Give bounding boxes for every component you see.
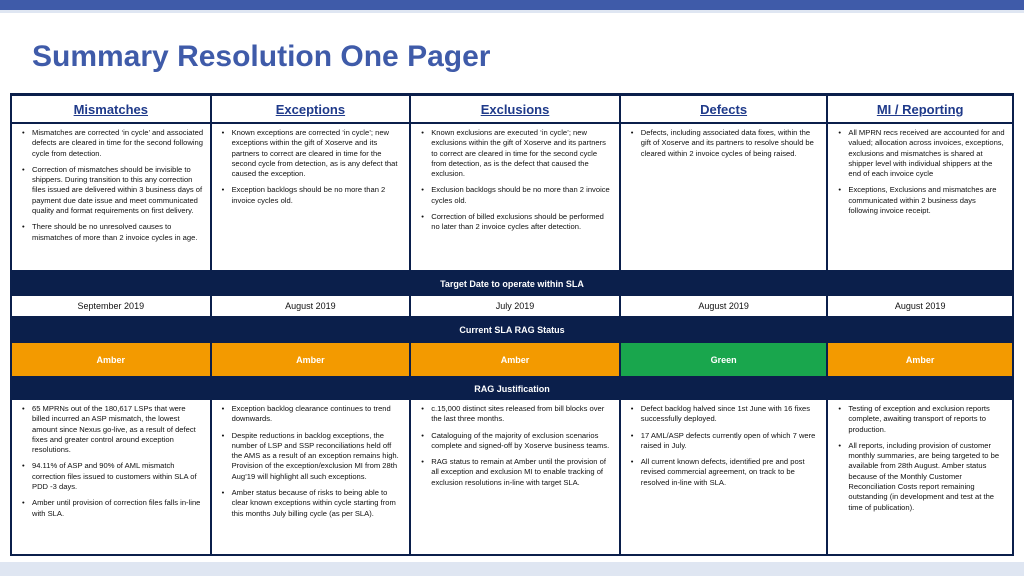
justification-cell-mi-reporting xyxy=(828,400,1012,554)
justification-row xyxy=(12,400,1012,554)
justification-bullet: • All reports, including provision of customer monthly summaries, are being targeted to be available from 28th August. Amber status because of the Monthly Customer Reconciliation Costs report remaining outstanding (in development and test at the time of publication). xyxy=(848,441,1006,513)
target-date-exceptions: August 2019 xyxy=(212,296,410,316)
column-header-label: Exceptions xyxy=(275,101,346,117)
description-bullet: • Mismatches are corrected ‘in cycle’ and associated defects are cleared in time for the second following cycle from detection. xyxy=(32,128,204,159)
justification-bullet: • All current known defects, identified pre and post revised commercial agreement, on track to be resolved in-line with SLA. xyxy=(641,457,821,488)
description-bullet: • Known exceptions are corrected ‘in cycle’; new exceptions within the gift of Xoserve and its partners to correct are cleared in time for the second cycle from detection, as is any defect that caused the exception. xyxy=(232,128,404,179)
description-row xyxy=(12,124,1012,270)
rag-status-exceptions: Amber xyxy=(212,343,410,376)
rag-status-exclusions: Amber xyxy=(411,343,619,376)
description-bullet: • Exceptions, Exclusions and mismatches are communicated within 2 business days following invoice receipt. xyxy=(848,185,1006,216)
description-cell-exceptions xyxy=(212,124,410,270)
column-header-defects xyxy=(621,96,827,122)
rag-status-defects: Green xyxy=(621,343,827,376)
column-header-label: Exclusions xyxy=(480,101,550,117)
column-header-label: MI / Reporting xyxy=(876,101,964,117)
target-date-defects: August 2019 xyxy=(621,296,827,316)
justification-bullet: • 94.11% of ASP and 90% of AML mismatch correction files issued to customers within SLA of PDD -3 days. xyxy=(32,461,204,492)
justification-cell-defects xyxy=(621,400,827,554)
description-bullet: • Correction of billed exclusions should be performed no later than 2 invoice cycles after detection. xyxy=(431,212,613,233)
top-accent-bar xyxy=(0,0,1024,10)
column-header-label: Defects xyxy=(700,101,748,117)
column-header-mismatches xyxy=(12,96,210,122)
column-header-exclusions xyxy=(411,96,619,122)
bottom-accent-bar xyxy=(0,562,1024,576)
justification-bullet: • Cataloguing of the majority of exclusion scenarios complete and signed-off by Xoserve business teams. xyxy=(431,431,613,452)
justification-bullet: • c.15,000 distinct sites released from bill blocks over the last three months. xyxy=(431,404,613,425)
summary-table xyxy=(10,93,1014,556)
rag-status-band: Current SLA RAG Status xyxy=(459,325,565,335)
rag-status-row xyxy=(12,343,1012,376)
rag-justification-band: RAG Justification xyxy=(474,384,550,394)
target-date-row xyxy=(12,296,1012,316)
description-bullet: • There should be no unresolved causes to mismatches of more than 2 invoice cycles in age. xyxy=(32,222,204,243)
justification-bullet: • Testing of exception and exclusion reports complete, awaiting transport of reports to production. xyxy=(848,404,1006,435)
description-bullet: • Exclusion backlogs should be no more than 2 invoice cycles old. xyxy=(431,185,613,206)
justification-cell-mismatches xyxy=(12,400,210,554)
justification-bullet: • 65 MPRNs out of the 180,617 LSPs that were billed incurred an ASP mismatch, the lowest amount since Nexus go-live, as a result of defect fixes and greater control around exception resolutions. xyxy=(32,404,204,455)
rag-status-mismatches: Amber xyxy=(12,343,210,376)
description-bullet: • Defects, including associated data fixes, within the gift of Xoserve and its partners to resolve should be cleared within 2 invoice cycles of being raised. xyxy=(641,128,821,159)
description-cell-defects xyxy=(621,124,827,270)
rag-status-mi-reporting: Amber xyxy=(828,343,1012,376)
column-header-exceptions xyxy=(212,96,410,122)
column-header-mi-reporting xyxy=(828,96,1012,122)
page-title: Summary Resolution One Pager xyxy=(32,40,491,73)
description-bullet: • All MPRN recs received are accounted for and valued; allocation across invoices, exceptions, exclusions and mismatches is shared at shipper level with individual shippers at the end of each invoice cycle xyxy=(848,128,1006,179)
justification-bullet: • Exception backlog clearance continues to trend downwards. xyxy=(232,404,404,425)
justification-bullet: • Defect backlog halved since 1st June with 16 fixes successfully deployed. xyxy=(641,404,821,425)
justification-bullet: • RAG status to remain at Amber until the provision of all exception and exclusion MI to enable tracking of exclusion resolutions in-line with target SLA. xyxy=(431,457,613,488)
justification-bullet: • Amber status because of risks to being able to clear known exceptions within cycle starting from this months July billing cycle (as per SLA). xyxy=(232,488,404,519)
target-date-mi-reporting: August 2019 xyxy=(828,296,1012,316)
justification-bullet: • 17 AML/ASP defects currently open of which 7 were raised in July. xyxy=(641,431,821,452)
justification-bullet: • Despite reductions in backlog exceptions, the number of LSP and SSP reconciliations held off the AMS as a result of an exception remains high. Provision of the exception/exclusion MI from 28th Aug’19 will highlight all such exceptions. xyxy=(232,431,404,482)
description-cell-exclusions xyxy=(411,124,619,270)
column-header-label: Mismatches xyxy=(73,101,149,117)
description-cell-mi-reporting xyxy=(828,124,1012,270)
justification-bullet: • Amber until provision of correction files falls in-line with SLA. xyxy=(32,498,204,519)
target-date-mismatches: September 2019 xyxy=(12,296,210,316)
description-bullet: • Correction of mismatches should be invisible to shippers. During transition to this any correction files issued are delivered within 3 business days of payment due date issue and meet communicated quality and format requirements on first delivery. xyxy=(32,165,204,216)
description-cell-mismatches xyxy=(12,124,210,270)
top-accent-strip xyxy=(0,10,1024,13)
target-date-band: Target Date to operate within SLA xyxy=(440,279,584,289)
description-bullet: • Exception backlogs should be no more than 2 invoice cycles old. xyxy=(232,185,404,206)
justification-cell-exclusions xyxy=(411,400,619,554)
description-bullet: • Known exclusions are executed ‘in cycle’; new exclusions within the gift of Xoserve and its partners to correct are cleared in time for the second cycle from detection, as is the defect that caused the exclusion. xyxy=(431,128,613,179)
target-date-exclusions: July 2019 xyxy=(411,296,619,316)
column-header-row xyxy=(12,96,1012,122)
justification-cell-exceptions xyxy=(212,400,410,554)
